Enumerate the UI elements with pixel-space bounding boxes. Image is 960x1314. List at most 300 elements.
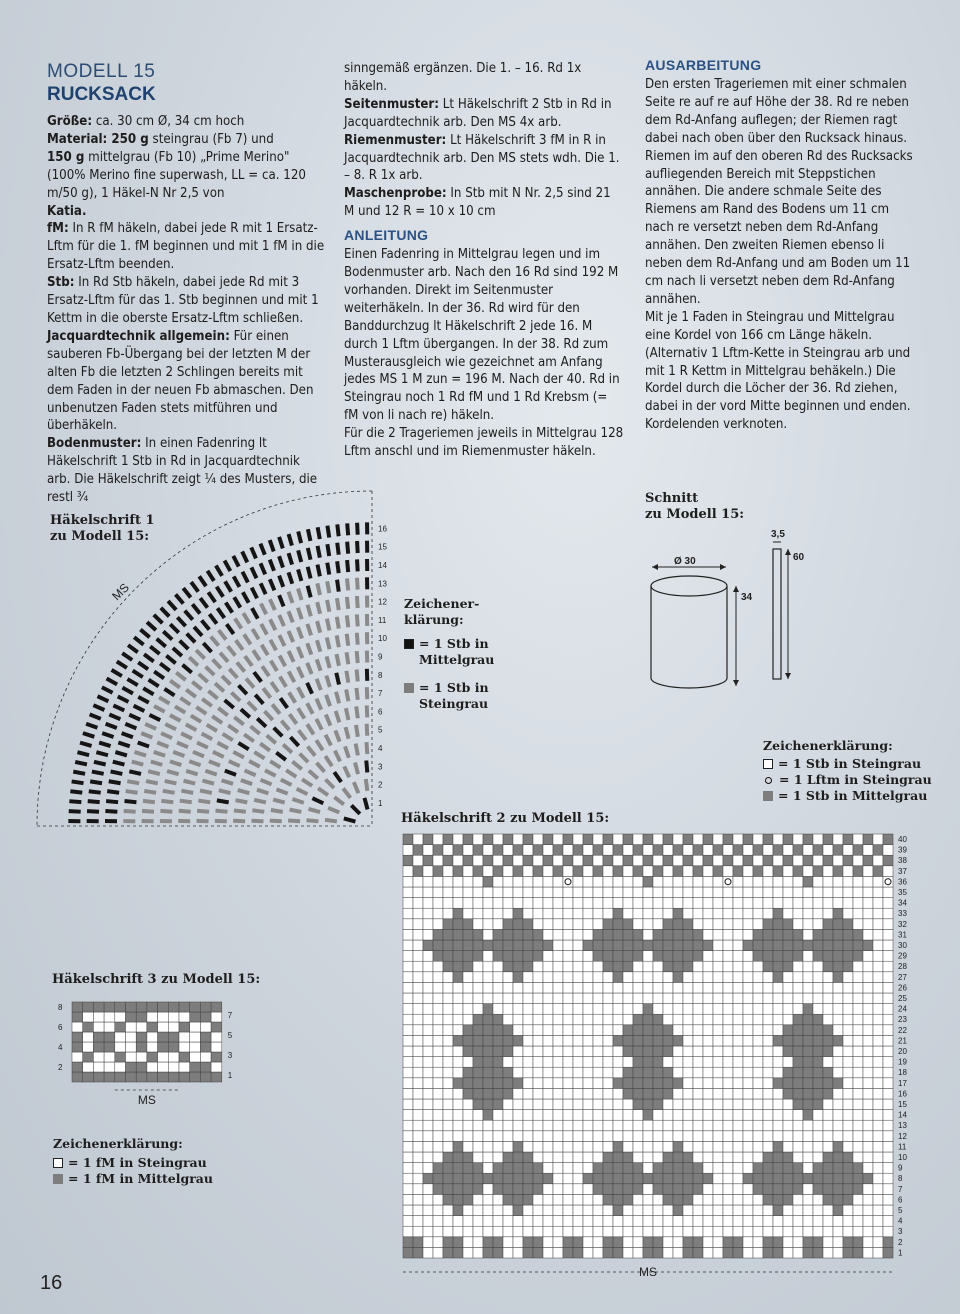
stitch-cell	[513, 1216, 523, 1227]
crochet-chart-2	[395, 828, 955, 1288]
stitch-cell	[613, 866, 623, 877]
stitch-cell	[433, 1078, 443, 1089]
legend-text: = 1 Lftm in Steingrau	[779, 772, 932, 787]
stitch-cell	[260, 644, 270, 656]
stitch-cell	[345, 634, 351, 646]
term-label: Maschenprobe:	[344, 186, 447, 202]
stitch-cell	[643, 1035, 653, 1046]
stitch-cell	[713, 1035, 723, 1046]
stitch-cell	[773, 1237, 783, 1248]
stitch-cell	[613, 1226, 623, 1237]
stitch-cell	[125, 789, 137, 795]
stitch-cell	[251, 819, 263, 824]
stitch-cell	[793, 951, 803, 962]
stitch-cell	[403, 1014, 413, 1025]
stitch-cell	[144, 722, 157, 731]
stitch-cell	[673, 1184, 683, 1195]
stitch-cell	[533, 866, 543, 877]
stitch-cell	[453, 1057, 463, 1068]
stitch-cell	[663, 1152, 673, 1163]
stitch-cell	[433, 1226, 443, 1237]
stitch-cell	[633, 1014, 643, 1025]
stitch-cell	[643, 845, 653, 856]
stitch-cell	[593, 982, 603, 993]
stitch-cell	[873, 1152, 883, 1163]
stitch-cell	[324, 675, 331, 688]
stitch-cell	[743, 834, 753, 845]
stitch-cell	[643, 1067, 653, 1078]
stitch-cell	[613, 1131, 623, 1142]
stitch-cell	[101, 685, 114, 694]
stitch-cell	[653, 1205, 663, 1216]
stitch-cell	[115, 1042, 126, 1052]
stitch-cell	[833, 1237, 843, 1248]
stitch-cell	[723, 1046, 733, 1057]
stitch-cell	[733, 1067, 743, 1078]
stitch-cell	[793, 1035, 803, 1046]
stitch-cell	[773, 1046, 783, 1057]
stitch-cell	[463, 898, 473, 909]
stitch-cell	[553, 876, 563, 887]
stitch-cell	[453, 1035, 463, 1046]
stitch-cell	[663, 1184, 673, 1195]
stitch-cell	[128, 713, 141, 722]
stitch-cell	[643, 1014, 653, 1025]
stitch-cell	[763, 1184, 773, 1195]
row-number: 40	[898, 835, 907, 844]
stitch-cell	[743, 1131, 753, 1142]
stitch-cell	[523, 1173, 533, 1184]
chart1-label-line: zu Modell 15:	[50, 529, 150, 544]
stitch-cell	[693, 982, 703, 993]
chart3-legend	[53, 1136, 213, 1187]
stitch-cell	[296, 707, 306, 719]
stitch-cell	[513, 1067, 523, 1078]
stitch-cell	[493, 1247, 503, 1258]
stitch-cell	[823, 887, 833, 898]
round-number: 15	[378, 542, 387, 552]
stitch-cell	[513, 1184, 523, 1195]
stitch-cell	[753, 982, 763, 993]
stitch-cell	[523, 951, 533, 962]
stitch-cell	[423, 1046, 433, 1057]
stitch-cell	[733, 1141, 743, 1152]
stitch-cell	[413, 1247, 423, 1258]
stitch-cell	[583, 1184, 593, 1195]
stitch-cell	[403, 1057, 413, 1068]
stitch-cell	[733, 1173, 743, 1184]
stitch-cell	[703, 1173, 713, 1184]
stitch-cell	[603, 898, 613, 909]
stitch-cell	[553, 898, 563, 909]
stitch-cell	[133, 704, 146, 713]
stitch-cell	[633, 845, 643, 856]
stitch-cell	[413, 1184, 423, 1195]
term-label: fM:	[47, 221, 69, 237]
stitch-cell	[813, 1184, 823, 1195]
stitch-cell	[573, 1152, 583, 1163]
stitch-cell	[355, 633, 360, 645]
stitch-cell	[287, 553, 294, 566]
stitch-cell	[583, 1099, 593, 1110]
stitch-cell	[593, 1099, 603, 1110]
stitch-cell	[403, 1216, 413, 1227]
stitch-cell	[503, 1152, 513, 1163]
stitch-cell	[563, 1163, 573, 1174]
stitch-cell	[873, 908, 883, 919]
stitch-cell	[493, 993, 503, 1004]
stitch-cell	[683, 1120, 693, 1131]
stitch-cell	[573, 887, 583, 898]
stitch-cell	[433, 1216, 443, 1227]
stitch-cell	[633, 1088, 643, 1099]
stitch-cell	[663, 908, 673, 919]
stitch-cell	[853, 1194, 863, 1205]
stitch-cell	[793, 1226, 803, 1237]
stitch-cell	[623, 1088, 633, 1099]
stitch-cell	[683, 961, 693, 972]
stitch-cell	[833, 1184, 843, 1195]
stitch-cell	[733, 993, 743, 1004]
stitch-cell	[110, 769, 123, 775]
stitch-cell	[403, 929, 413, 940]
term-label: Riemenmuster:	[344, 132, 447, 148]
stitch-cell	[653, 866, 663, 877]
stitch-cell	[169, 713, 181, 722]
stitch-cell	[833, 1110, 843, 1121]
stitch-cell	[853, 1014, 863, 1025]
stitch-cell	[523, 993, 533, 1004]
stitch-cell	[683, 1046, 693, 1057]
stitch-cell	[443, 1205, 453, 1216]
stitch-cell	[713, 1025, 723, 1036]
stitch-cell	[703, 1194, 713, 1205]
stitch-cell	[453, 1226, 463, 1237]
stitch-cell	[863, 951, 873, 962]
stitch-cell	[543, 1237, 553, 1248]
stitch-cell	[190, 714, 202, 724]
stitch-cell	[403, 887, 413, 898]
stitch-cell	[783, 1184, 793, 1195]
stitch-cell	[126, 1052, 137, 1062]
stitch-cell	[563, 1004, 573, 1015]
stitch-cell	[833, 972, 843, 983]
stitch-cell	[783, 1088, 793, 1099]
stitch-cell	[713, 1226, 723, 1237]
stitch-cell	[473, 1057, 483, 1068]
stitch-cell	[713, 1110, 723, 1121]
stitch-cell	[883, 993, 893, 1004]
stitch-cell	[753, 887, 763, 898]
stitch-cell	[753, 1035, 763, 1046]
stitch-cell	[413, 1205, 423, 1216]
stitch-cell	[843, 1152, 853, 1163]
stitch-cell	[583, 1173, 593, 1184]
stitch-cell	[693, 845, 703, 856]
round-number: 7	[378, 689, 383, 699]
stitch-cell	[593, 1120, 603, 1131]
stitch-cell	[753, 1226, 763, 1237]
stitch-cell	[803, 940, 813, 951]
stitch-cell	[673, 1014, 683, 1025]
stitch-cell	[793, 1088, 803, 1099]
stitch-cell	[753, 1163, 763, 1174]
stitch-cell	[603, 972, 613, 983]
stitch-cell	[593, 1067, 603, 1078]
row-number: 15	[898, 1100, 907, 1109]
stitch-cell	[683, 1184, 693, 1195]
stitch-cell	[124, 799, 136, 804]
stitch-cell	[733, 1247, 743, 1258]
stitch-cell	[563, 866, 573, 877]
stitch-cell	[453, 1067, 463, 1078]
stitch-cell	[793, 1057, 803, 1068]
stitch-cell	[753, 834, 763, 845]
stitch-cell	[853, 908, 863, 919]
stitch-cell	[563, 972, 573, 983]
stitch-cell	[883, 1004, 893, 1015]
stitch-cell	[773, 1057, 783, 1068]
stitch-cell	[783, 940, 793, 951]
stitch-cell	[683, 866, 693, 877]
stitch-cell	[443, 1035, 453, 1046]
stitch-cell	[563, 1152, 573, 1163]
stitch-cell	[423, 1120, 433, 1131]
bag-top-ellipse	[651, 576, 727, 596]
stitch-cell	[87, 819, 99, 823]
stitch-cell	[443, 1004, 453, 1015]
stitch-cell	[483, 1004, 493, 1015]
stitch-cell	[623, 993, 633, 1004]
stitch-cell	[713, 1205, 723, 1216]
stitch-cell	[503, 1173, 513, 1184]
stitch-cell	[743, 929, 753, 940]
stitch-cell	[773, 1163, 783, 1174]
stitch-cell	[513, 1205, 523, 1216]
stitch-cell	[873, 898, 883, 909]
stitch-cell	[883, 908, 893, 919]
stitch-cell	[433, 1088, 443, 1099]
stitch-cell	[883, 1078, 893, 1089]
stitch-cell	[783, 1216, 793, 1227]
stitch-cell	[483, 1226, 493, 1237]
stitch-cell	[623, 1057, 633, 1068]
stitch-cell	[115, 1062, 126, 1072]
stitch-cell	[296, 627, 304, 640]
stitch-cell	[693, 1226, 703, 1237]
stitch-cell	[763, 876, 773, 887]
stitch-cell	[133, 636, 145, 647]
stitch-cell	[463, 908, 473, 919]
stitch-cell	[663, 1216, 673, 1227]
stitch-cell	[190, 1062, 201, 1072]
schnitt-label-line: zu Modell 15:	[645, 507, 745, 522]
stitch-cell	[553, 951, 563, 962]
stitch-cell	[783, 951, 793, 962]
stitch-cell	[723, 866, 733, 877]
stitch-cell	[743, 1205, 753, 1216]
stitch-cell	[306, 548, 313, 561]
stitch-cell	[413, 1131, 423, 1142]
stitch-cell	[613, 1025, 623, 1036]
stitch-cell	[833, 929, 843, 940]
stitch-cell	[178, 819, 190, 823]
stitch-cell	[503, 982, 513, 993]
stitch-cell	[463, 845, 473, 856]
stitch-cell	[823, 1046, 833, 1057]
stitch-cell	[793, 1173, 803, 1184]
stitch-cell	[543, 1014, 553, 1025]
stitch-cell	[763, 1057, 773, 1068]
stitch-cell	[463, 1205, 473, 1216]
stitch-cell	[623, 940, 633, 951]
stitch-cell	[543, 834, 553, 845]
stitch-cell	[713, 887, 723, 898]
stitch-cell	[843, 1120, 853, 1131]
stitch-cell	[793, 1247, 803, 1258]
stitch-cell	[703, 1035, 713, 1046]
stitch-cell	[603, 1120, 613, 1131]
row-number: 27	[898, 972, 907, 982]
stitch-cell	[723, 961, 733, 972]
stitch-cell	[873, 845, 883, 856]
stitch-cell	[190, 1072, 201, 1082]
stitch-cell	[563, 908, 573, 919]
stitch-cell	[121, 652, 133, 662]
stitch-cell	[553, 1067, 563, 1078]
stitch-cell	[573, 908, 583, 919]
stitch-cell	[423, 1237, 433, 1248]
stitch-cell	[335, 654, 341, 667]
stitch-cell	[160, 809, 172, 814]
stitch-cell	[483, 898, 493, 909]
stitch-cell	[733, 1025, 743, 1036]
stitch-cell	[813, 1226, 823, 1237]
stitch-cell	[643, 961, 653, 972]
stitch-cell	[197, 809, 209, 814]
stitch-cell	[493, 845, 503, 856]
stitch-cell	[623, 1131, 633, 1142]
stitch-cell	[683, 1110, 693, 1121]
stitch-cell	[793, 972, 803, 983]
stitch-cell	[543, 1088, 553, 1099]
row-number: 36	[898, 877, 907, 887]
stitch-cell	[513, 855, 523, 866]
stitch-cell	[243, 733, 255, 743]
stitch-cell	[523, 834, 533, 845]
stitch-cell	[733, 961, 743, 972]
stitch-cell	[493, 1025, 503, 1036]
stitch-cell	[493, 951, 503, 962]
stitch-cell	[863, 1046, 873, 1057]
stitch-cell	[413, 1194, 423, 1205]
stitch-cell	[643, 972, 653, 983]
row-number: 37	[898, 866, 907, 876]
stitch-cell	[653, 908, 663, 919]
stitch-cell	[443, 1057, 453, 1068]
stitch-cell	[324, 778, 335, 789]
stitch-cell	[653, 1194, 663, 1205]
stitch-cell	[104, 1022, 115, 1032]
stitch-cell	[72, 1032, 83, 1042]
stitch-cell	[463, 1247, 473, 1258]
legend-text: = 1 Stb in Mittelgrau	[778, 788, 928, 803]
stitch-cell	[473, 993, 483, 1004]
stitch-cell	[603, 1163, 613, 1174]
stitch-cell	[493, 961, 503, 972]
stitch-cell	[453, 1173, 463, 1184]
stitch-cell	[583, 1163, 593, 1174]
stitch-cell	[99, 741, 112, 748]
stitch-cell	[413, 929, 423, 940]
stitch-cell	[633, 1025, 643, 1036]
stitch-cell	[593, 993, 603, 1004]
term-label: Katia.	[47, 203, 87, 219]
stitch-cell	[553, 1237, 563, 1248]
stitch-cell	[443, 961, 453, 972]
stitch-cell	[803, 929, 813, 940]
stitch-cell	[153, 704, 165, 713]
stitch-cell	[603, 1216, 613, 1227]
stitch-cell	[463, 1141, 473, 1152]
stitch-cell	[553, 1099, 563, 1110]
stitch-cell	[713, 1131, 723, 1142]
stitch-cell	[533, 1067, 543, 1078]
stitch-cell	[703, 855, 713, 866]
stitch-cell	[493, 1216, 503, 1227]
stitch-cell	[553, 1184, 563, 1195]
stitch-cell	[423, 929, 433, 940]
stitch-cell	[883, 855, 893, 866]
stitch-cell	[823, 855, 833, 866]
stitch-cell	[355, 541, 360, 553]
stitch-cell	[513, 1046, 523, 1057]
stitch-cell	[783, 1194, 793, 1205]
stitch-cell	[853, 1004, 863, 1015]
stitch-cell	[315, 583, 322, 596]
stitch-cell	[753, 1078, 763, 1089]
stitch-cell	[493, 876, 503, 887]
stitch-cell	[623, 1025, 633, 1036]
stitch-cell	[763, 1205, 773, 1216]
stitch-cell	[613, 1057, 623, 1068]
stitch-cell	[543, 1131, 553, 1142]
stitch-cell	[573, 1099, 583, 1110]
stitch-cell	[315, 659, 323, 672]
stitch-cell	[443, 993, 453, 1004]
stitch-cell	[753, 1247, 763, 1258]
stitch-cell	[433, 1131, 443, 1142]
stitch-cell	[863, 1194, 873, 1205]
stitch-cell	[603, 1025, 613, 1036]
stitch-cell	[513, 887, 523, 898]
stitch-cell	[683, 887, 693, 898]
stitch-cell	[200, 619, 211, 631]
text-paragraph: Stb: In Rd Stb häkeln, dabei jede Rd mit 3 Ersatz-Lftm für das 1. Stb beginnen und mit 1 Kettm in die oberste Ersatz-Lftm schließen.	[47, 275, 319, 326]
stitch-cell	[703, 1152, 713, 1163]
stitch-cell	[533, 1088, 543, 1099]
stitch-cell	[483, 876, 493, 887]
stitch-cell	[463, 1099, 473, 1110]
stitch-cell	[131, 760, 144, 767]
stitch-cell	[344, 708, 351, 721]
stitch-cell	[543, 1120, 553, 1131]
stitch-cell	[653, 1067, 663, 1078]
stitch-cell	[763, 908, 773, 919]
stitch-cell	[573, 898, 583, 909]
stitch-cell	[633, 898, 643, 909]
stitch-cell	[593, 1247, 603, 1258]
